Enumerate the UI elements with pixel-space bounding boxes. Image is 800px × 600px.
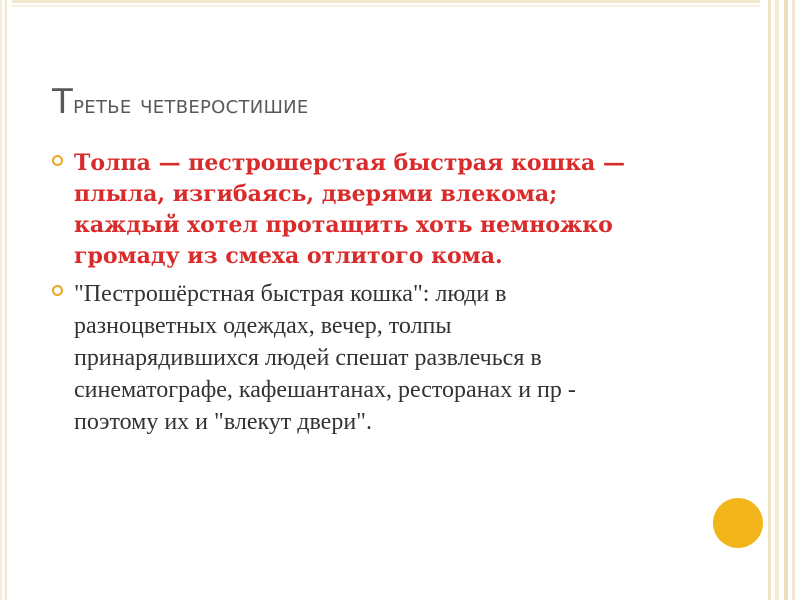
- bullet-list: [52, 148, 692, 444]
- decorative-circle-icon: [713, 498, 763, 548]
- quote-line: каждый хотел протащить хоть немножко: [74, 212, 613, 238]
- bullet-marker-icon: [52, 285, 63, 296]
- explanation-line: синематографе, кафешантанах, ресторанах и пр -: [74, 377, 576, 403]
- title-first-letter: Т: [52, 82, 74, 122]
- explanation-line: принарядившихся людей спешат развлечься в: [74, 345, 542, 371]
- bullet-explanation: [52, 278, 692, 438]
- quote-text: [74, 148, 692, 272]
- bullet-quote: [52, 148, 692, 272]
- left-frame-border: [0, 0, 12, 600]
- top-frame-border: [0, 0, 800, 10]
- quote-line: плыла, изгибаясь, дверями влекома;: [74, 181, 558, 207]
- explanation-text: [74, 278, 692, 438]
- bullet-marker-icon: [52, 155, 63, 166]
- quote-line: Толпа — пестрошерстая быстрая кошка —: [74, 150, 625, 176]
- quote-line: громаду из смеха отлитого кома.: [74, 243, 503, 269]
- explanation-line: поэтому их и "влекут двери".: [74, 409, 372, 435]
- explanation-line: "Пестрошёрстная быстрая кошка": люди в: [74, 281, 507, 307]
- explanation-line: разноцветных одеждах, вечер, толпы: [74, 313, 452, 339]
- slide-title: [52, 82, 309, 122]
- title-rest: ретье четверостишие: [73, 90, 309, 120]
- right-frame-border: [760, 0, 800, 600]
